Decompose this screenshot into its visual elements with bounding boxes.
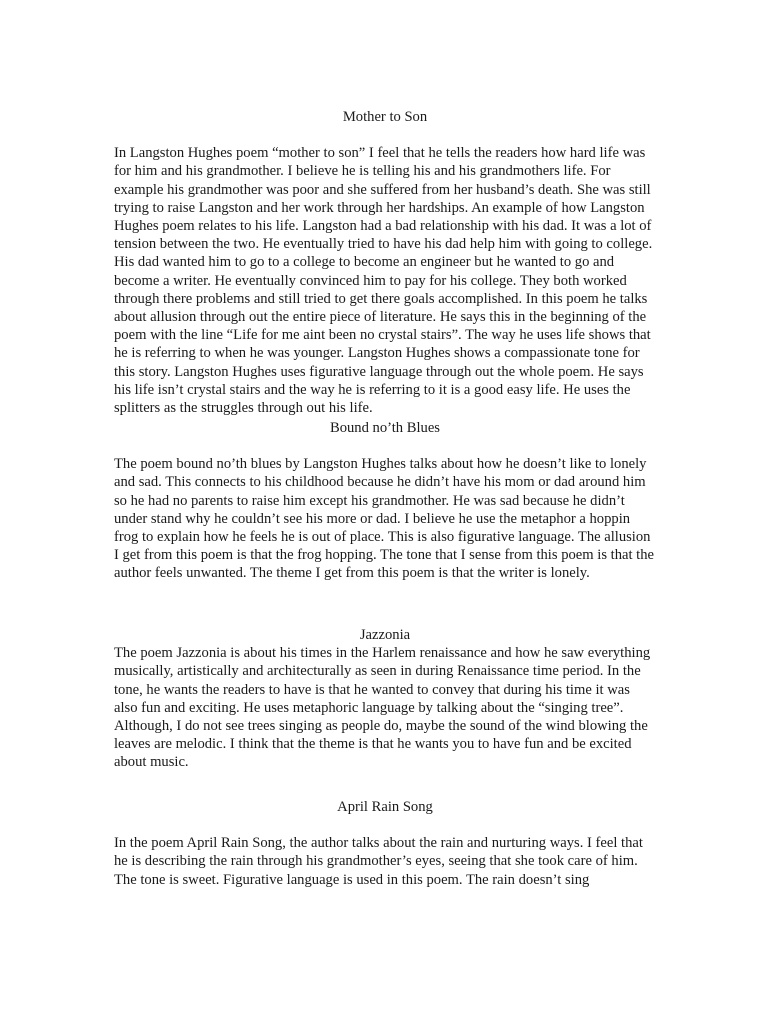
- section-heading: Mother to Son: [342, 109, 428, 125]
- section-body: In Langston Hughes poem “mother to son” I feel that he tells the readers how hard life was for him and his grandmother. I believe he is telling his and his grandmothers life. For example his grandmother was poor and she suffered from her husband’s death. She was still trying to raise Langston and her work through her hardships. An example of how Langston Hughes poem relates to his life. Langston had a bad relationship with his dad. It was a lot of tension between the two. He eventually tried to have his dad help him with going to college. His dad wanted him to go to a college to become an engineer but he wanted to go and become a writer. He eventually convinced him to pay for his college. They both worked through there problems and still tried to get there goals accomplished. In this poem he talks about allusion through out the entire piece of literature. He says this in the beginning of the poem with the line “Life for me aint been no crystal stairs”. The way he uses life shows that he is referring to when he was younger. Langston Hughes shows a compassionate tone for this story. Langston Hughes uses figurative language through out the whole poem. He says his life isn’t crystal stairs and the way he is referring to it is a good easy life. He uses the splitters as the struggles through out his life.: [114, 145, 653, 417]
- section-heading: Bound no’th Blues: [329, 420, 440, 436]
- section-jazzonia: [114, 626, 656, 772]
- section-body: The poem bound no’th blues by Langston Hughes talks about how he doesn’t like to lonely and sad. This connects to his childhood because he didn’t have his mom or dad around him so he had no parents to raise him except his grandmother. He was sad because he didn’t under stand why he couldn’t see his more or dad. I believe he use the metaphor a hoppin frog to explain how he feels he is out of place. This is also figurative language. The allusion I get from this poem is that the frog hopping. The tone that I sense from this poem is that the author feels unwanted. The theme I get from this poem is that the writer is lonely.: [114, 456, 655, 582]
- section-body: In the poem April Rain Song, the author talks about the rain and nurturing ways. I feel that he is describing the rain through his grandmother’s eyes, seeing that she took care of him. The tone is sweet. Figurative language is used in this poem. The rain doesn’t sing: [114, 835, 643, 888]
- section-bound-noth-blues: [114, 419, 656, 583]
- section-body: The poem Jazzonia is about his times in the Harlem renaissance and how he saw everything musically, artistically and architecturally as seen in during Renaissance time period. In the tone, he wants the readers to have is that he wanted to convey that during his time it was also fun and exciting. He uses metaphoric language by talking about the “singing tree”. Although, I do not see trees singing as people do, maybe the sound of the wind blowing the leaves are melodic. I think that the theme is that he wants you to have fun and be excited about music.: [114, 645, 651, 771]
- section-heading: Jazzonia: [359, 627, 411, 643]
- section-heading: April Rain Song: [337, 799, 433, 815]
- section-mother-to-son: [114, 108, 656, 417]
- section-april-rain-song: [114, 798, 656, 889]
